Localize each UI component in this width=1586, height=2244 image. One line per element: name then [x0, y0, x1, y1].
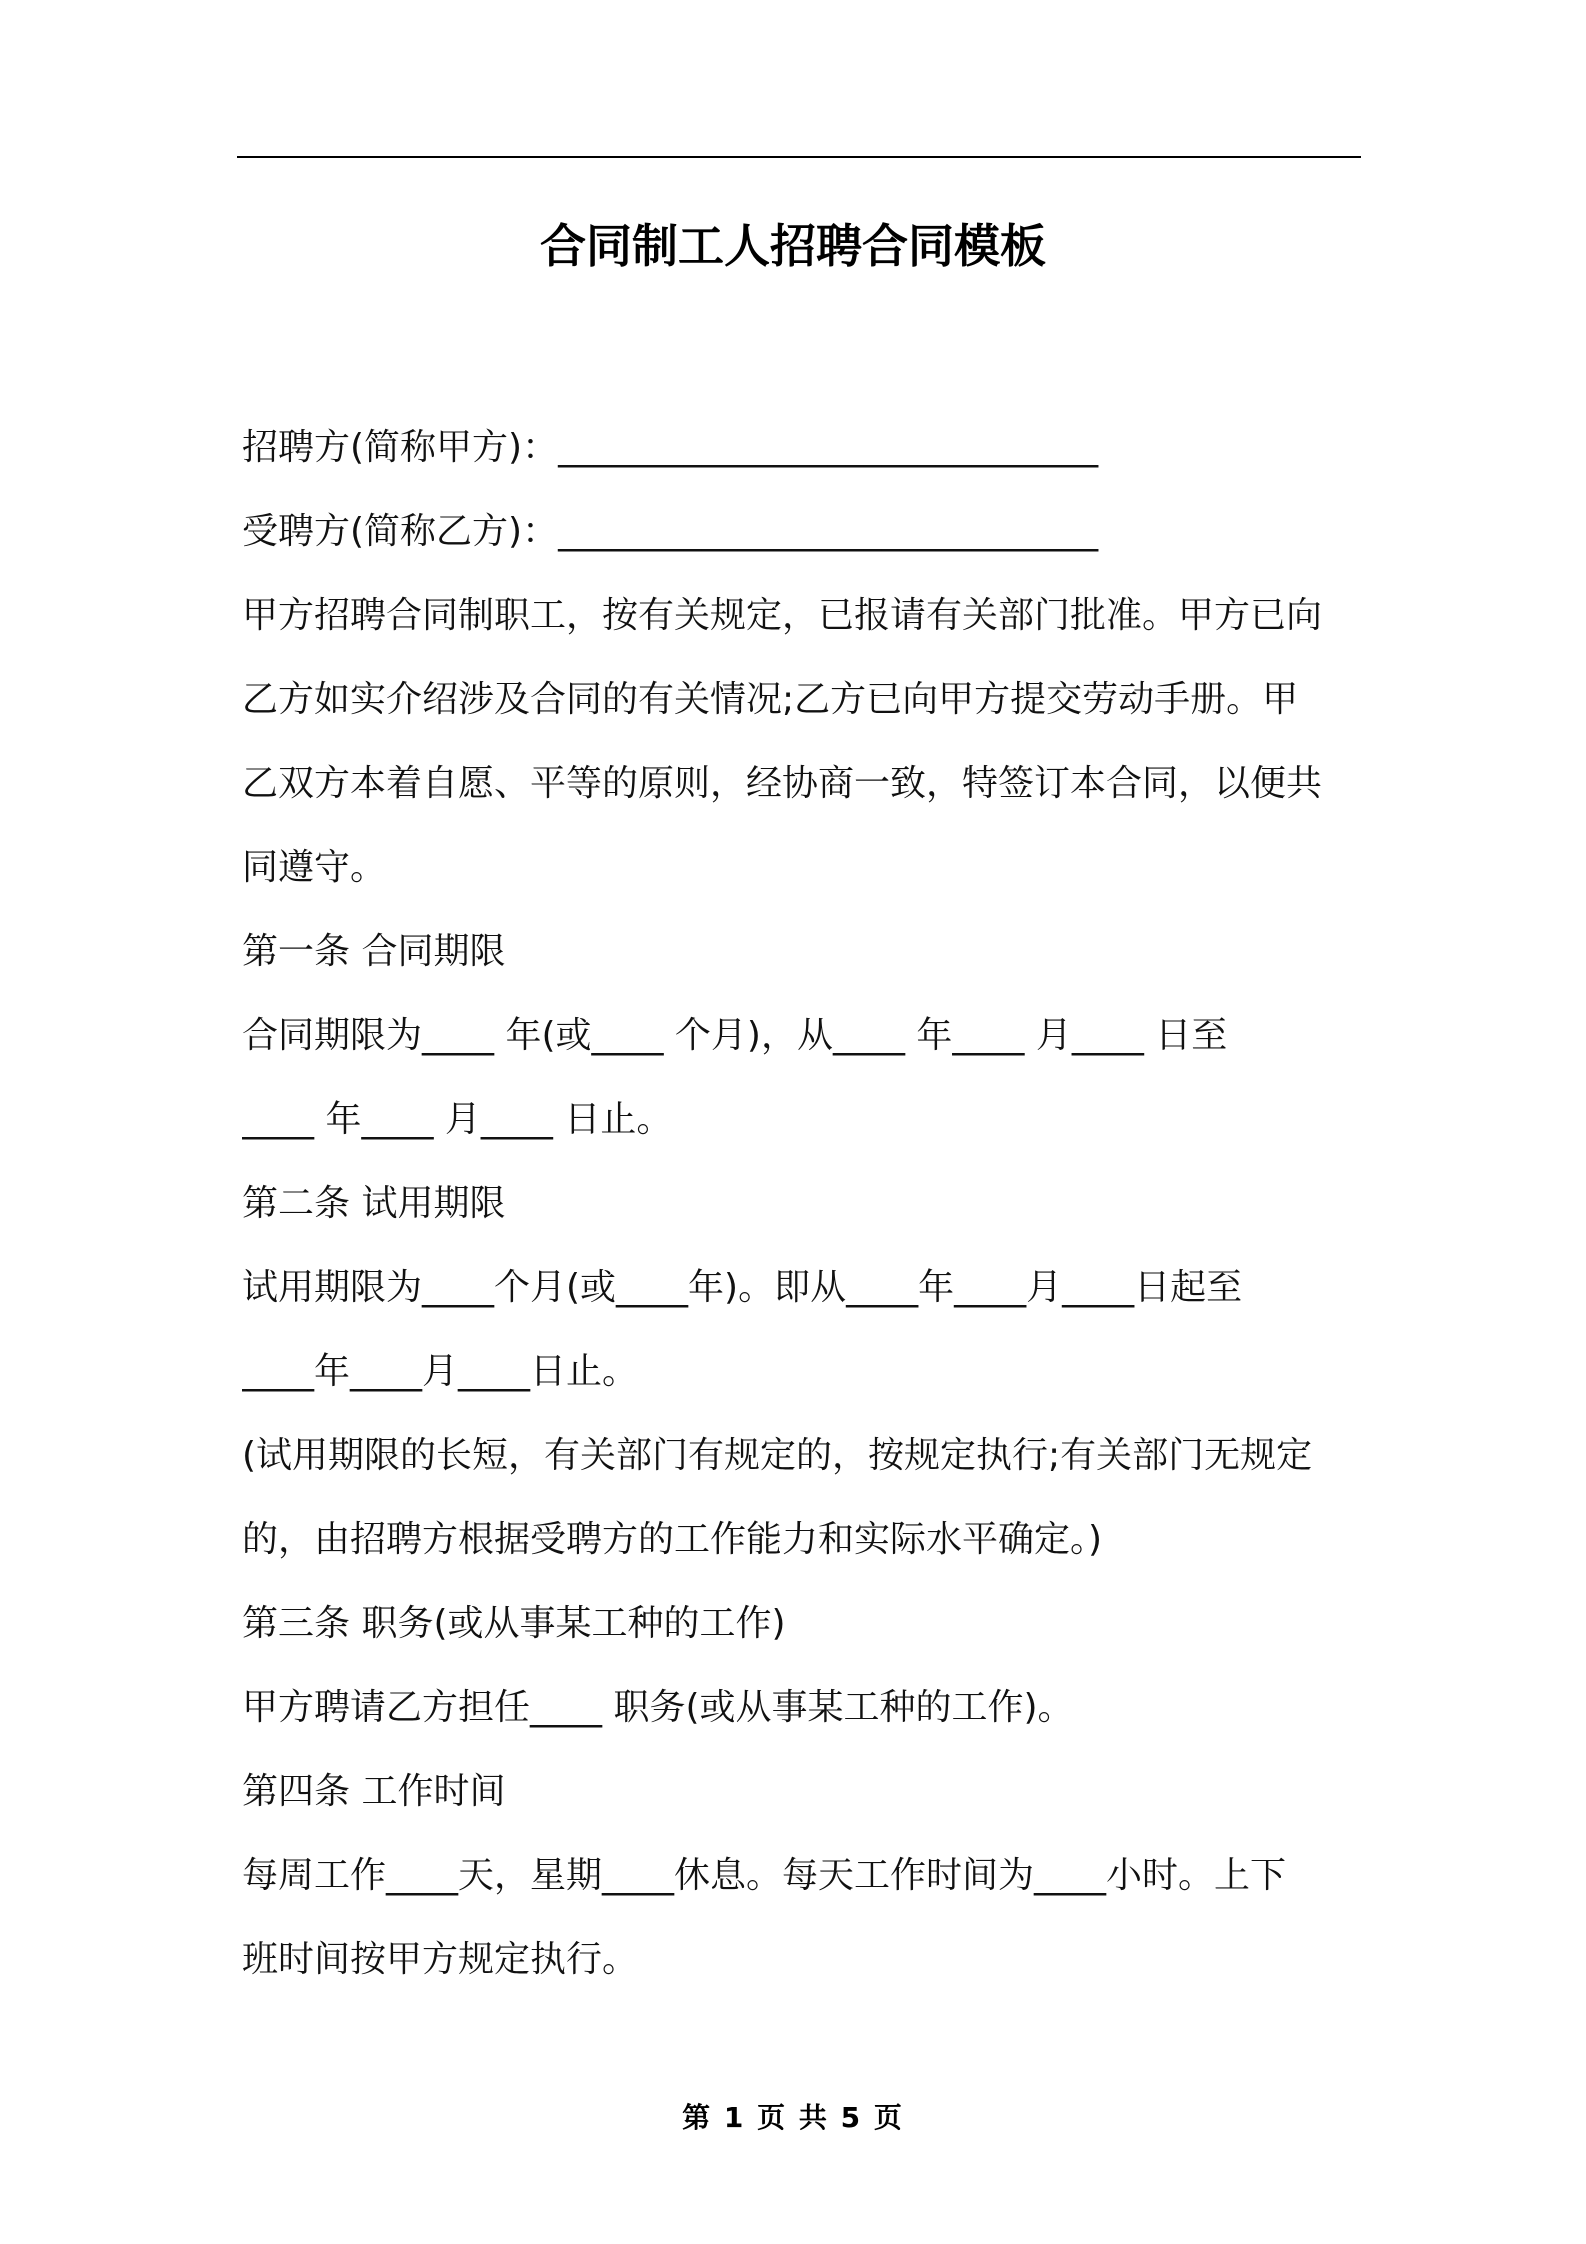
paragraph-line: 乙方如实介绍涉及合同的有关情况;乙方已向甲方提交劳动手册。甲 — [242, 679, 1299, 720]
article-1-heading: 第一条 合同期限 — [242, 931, 506, 972]
employer-line: 招聘方(简称甲方)：______________________________ — [242, 427, 1099, 468]
paragraph-line: 合同期限为____ 年(或____ 个月)，从____ 年____ 月____ 日至 — [242, 1015, 1228, 1056]
article-2-heading: 第二条 试用期限 — [242, 1183, 506, 1224]
paragraph-line: 试用期限为____个月(或____年)。即从____年____月____日起至 — [242, 1267, 1243, 1308]
paragraph-line: (试用期限的长短，有关部门有规定的，按规定执行;有关部门无规定 — [242, 1435, 1313, 1476]
paragraph-line: 甲方招聘合同制职工，按有关规定，已报请有关部门批准。甲方已向 — [242, 595, 1323, 636]
paragraph-line: 甲方聘请乙方担任____ 职务(或从事某工种的工作)。 — [242, 1687, 1074, 1728]
document-body — [242, 406, 1360, 2002]
paragraph-line: 乙双方本着自愿、平等的原则，经协商一致，特签订本合同，以便共 — [242, 763, 1323, 804]
paragraph-line: 每周工作____天，星期____休息。每天工作时间为____小时。上下 — [242, 1855, 1287, 1896]
paragraph-line: ____年____月____日止。 — [242, 1351, 639, 1392]
header-rule — [237, 156, 1361, 158]
article-3-heading: 第三条 职务(或从事某工种的工作) — [242, 1603, 786, 1644]
article-4-heading: 第四条 工作时间 — [242, 1771, 506, 1812]
paragraph-line: ____ 年____ 月____ 日止。 — [242, 1099, 673, 1140]
page-footer: 第 1 页 共 5 页 — [682, 2101, 904, 2134]
document-title: 合同制工人招聘合同模板 — [540, 219, 1046, 273]
employee-line: 受聘方(简称乙方)：______________________________ — [242, 511, 1099, 552]
paragraph-line: 班时间按甲方规定执行。 — [242, 1939, 639, 1980]
paragraph-line: 的，由招聘方根据受聘方的工作能力和实际水平确定。) — [242, 1519, 1103, 1560]
paragraph-line: 同遵守。 — [242, 847, 387, 888]
